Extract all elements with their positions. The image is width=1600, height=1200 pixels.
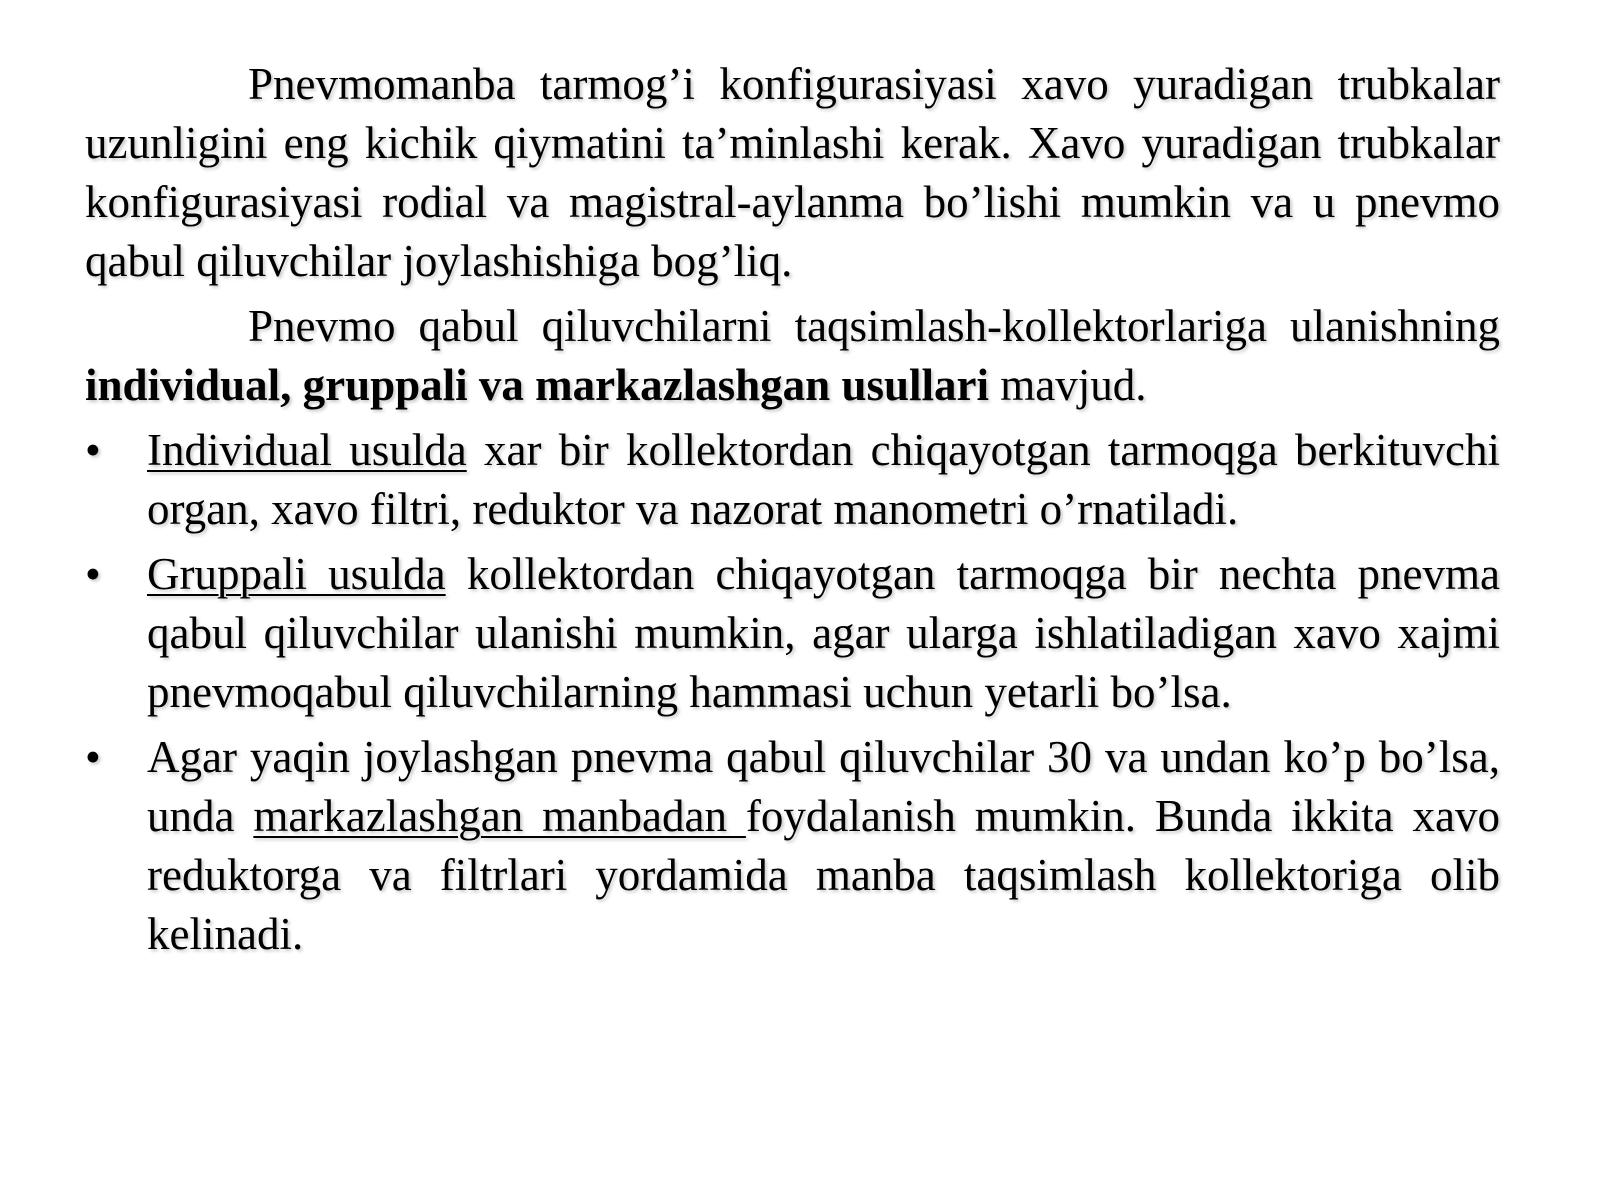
bullet-item-individual (85, 421, 1500, 539)
underlined-term: markazlashgan manbadan (253, 791, 746, 841)
bullet-icon: • (85, 549, 101, 599)
bold-methods-text: individual, gruppali va markazlashgan usullari (85, 360, 989, 410)
intro-paragraph (85, 55, 1500, 291)
underlined-term: Individual usulda (147, 425, 467, 475)
text-segment: xar bir kollektordan chiqayotgan tarmoqga berkituvchi organ, xavo filtri, reduktor va nazorat manometri o’rnatiladi. (147, 425, 1500, 534)
bullet-icon: • (85, 425, 101, 475)
text-segment: kollektordan chiqayotgan tarmoqga bir nechta pnevma qabul qiluvchilar ulanishi mumkin, agar ularga ishlatiladigan xavo xajmi pnevmoqabul qiluvchilarning hammasi uchun yetarli bo’lsa. (147, 549, 1500, 717)
text-segment: foydalanish mumkin. Bunda ikkita xavo reduktorga va filtrlari yordamida manba taqsimlash kollektoriga olib kelinadi. (147, 791, 1500, 959)
underlined-term: Gruppali usulda (147, 549, 446, 599)
slide-body (85, 55, 1500, 970)
bullet-icon: • (85, 732, 101, 782)
bullet-item-markazlashgan (85, 728, 1500, 964)
bullet-item-gruppali (85, 545, 1500, 722)
text-segment: Pnevmo qabul qiluvchilarni taqsimlash-kollektorlariga ulanishning (248, 301, 1500, 351)
methods-paragraph (85, 297, 1500, 415)
bullet-list (85, 421, 1500, 964)
text-segment: Agar yaqin joylashgan pnevma qabul qiluvchilar 30 va undan ko’p bo’lsa, unda (147, 732, 1500, 841)
text-segment: Pnevmomanba tarmog’i konfigurasiyasi xavo yuradigan trubkalar uzunligini eng kichik qiymatini ta’minlashi kerak. Xavo yuradigan trubkalar konfigurasiyasi rodial va magistral-aylanma bo’lishi mumkin va u pnevmo qabul qiluvchilar joylashishiga bog’liq. (85, 59, 1500, 286)
text-segment: mavjud. (989, 360, 1147, 410)
